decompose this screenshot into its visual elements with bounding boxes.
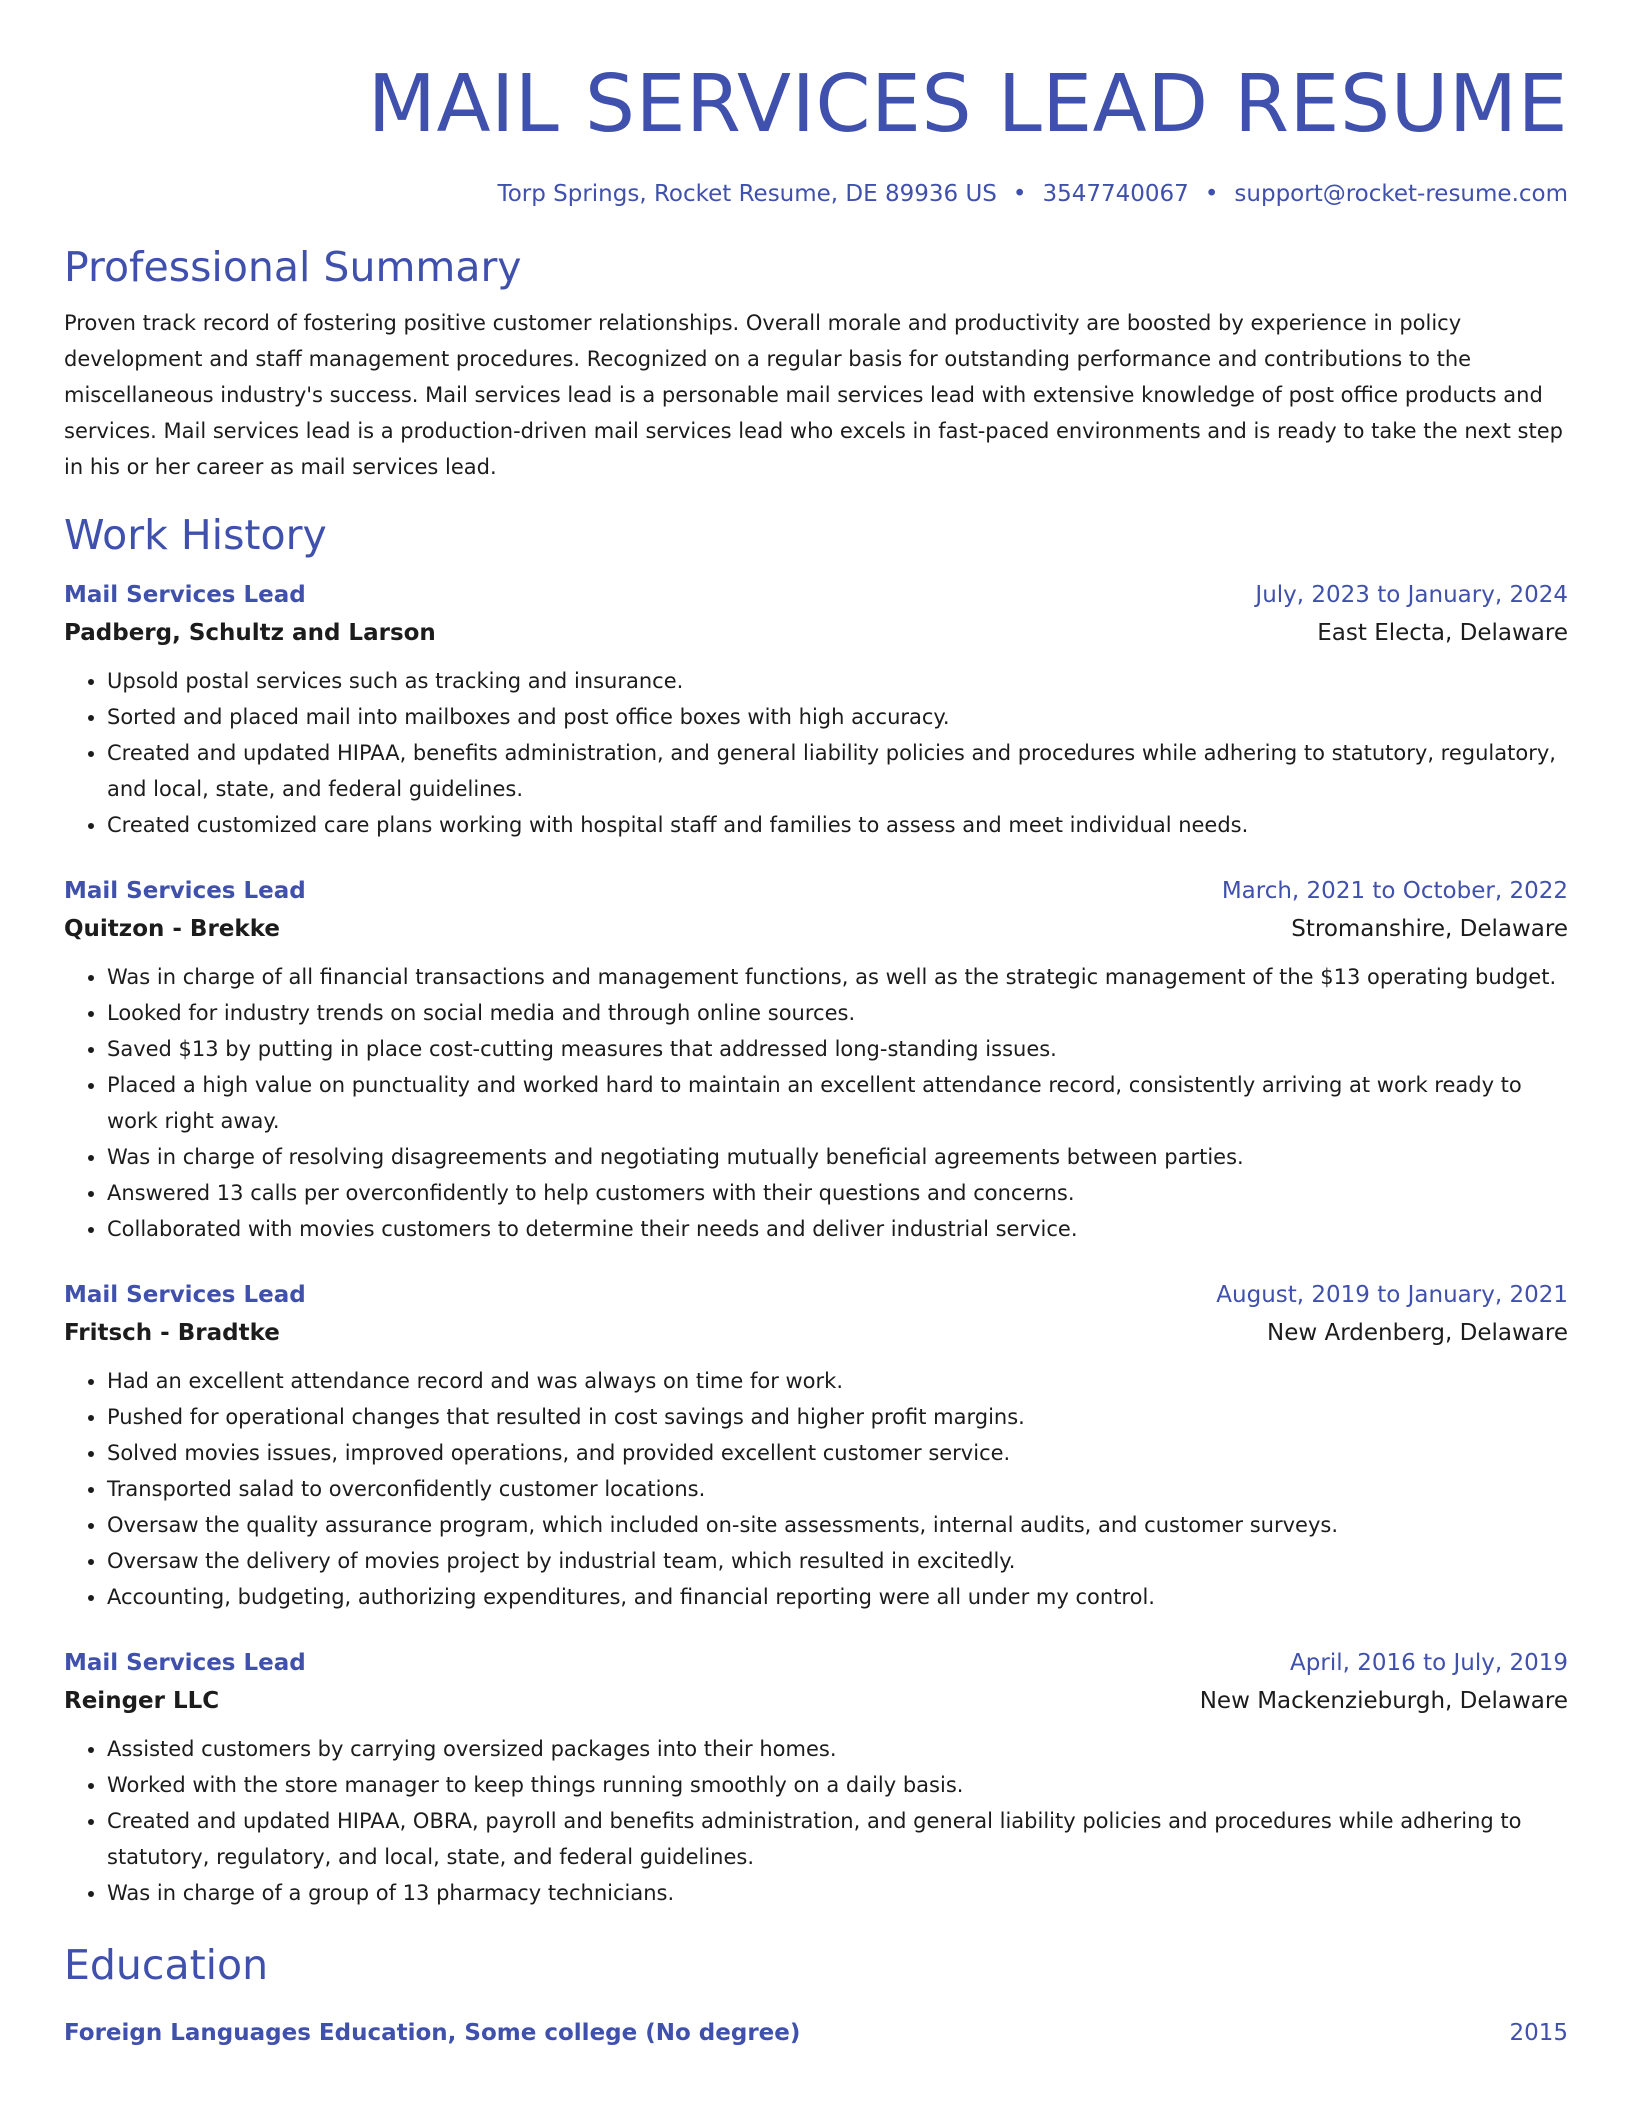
company-name: Reinger LLC xyxy=(64,1688,220,1714)
job-bullet: • Worked with the store manager to keep things running smoothly on a daily basis. xyxy=(107,1767,1568,1803)
job-dates: July, 2023 to January, 2024 xyxy=(1255,582,1568,608)
job-bullet: • Pushed for operational changes that resulted in cost savings and higher profit margins. xyxy=(107,1399,1568,1435)
job-bullet: • Looked for industry trends on social media and through online sources. xyxy=(107,995,1568,1031)
job-entry xyxy=(64,577,1568,843)
job-bullet: • Was in charge of resolving disagreements and negotiating mutually beneficial agreements between parties. xyxy=(107,1139,1568,1175)
job-header-row xyxy=(64,1645,1568,1681)
job-bullet: • Had an excellent attendance record and was always on time for work. xyxy=(107,1363,1568,1399)
education-heading: Education xyxy=(64,1941,269,1989)
job-entry xyxy=(64,873,1568,1247)
job-location: New Mackenzieburgh, Delaware xyxy=(1199,1688,1568,1714)
job-company-row xyxy=(64,909,1568,949)
job-company-row xyxy=(64,1313,1568,1353)
job-bullet-list xyxy=(64,1363,1568,1615)
job-entry xyxy=(64,1645,1568,1911)
job-header-row xyxy=(64,577,1568,613)
education-entry xyxy=(64,2015,1568,2051)
resume-title: MAIL SERVICES LEAD RESUME xyxy=(367,58,1568,150)
job-bullet: • Answered 13 calls per overconfidently to help customers with their questions and concerns. xyxy=(107,1175,1568,1211)
job-bullet: • Created and updated HIPAA, benefits administration, and general liability policies and procedures while adhering to statutory, regulatory, and local, state, and federal guidelines. xyxy=(107,735,1568,807)
job-bullet: • Placed a high value on punctuality and worked hard to maintain an excellent attendance record, consistently arriving at work ready to work right away. xyxy=(107,1067,1568,1139)
job-dates: April, 2016 to July, 2019 xyxy=(1290,1650,1568,1676)
job-company-row xyxy=(64,613,1568,653)
education-degree: Foreign Languages Education, Some college (No degree) xyxy=(64,2020,801,2046)
job-bullet: • Oversaw the delivery of movies project by industrial team, which resulted in excitedly. xyxy=(107,1543,1568,1579)
job-title: Mail Services Lead xyxy=(64,1282,306,1308)
job-entry xyxy=(64,1277,1568,1615)
job-bullet: • Saved $13 by putting in place cost-cutting measures that addressed long-standing issues. xyxy=(107,1031,1568,1067)
job-bullet: • Accounting, budgeting, authorizing expenditures, and financial reporting were all under my control. xyxy=(107,1579,1568,1615)
company-name: Fritsch - Bradtke xyxy=(64,1320,280,1346)
work-history-list xyxy=(64,577,1568,1911)
job-location: New Ardenberg, Delaware xyxy=(1267,1320,1568,1346)
company-name: Quitzon - Brekke xyxy=(64,916,280,942)
summary-text: Proven track record of fostering positive customer relationships. Overall morale and productivity are boosted by experience in policy development and staff management procedures. Recognized on a regular basis for outstanding performance and contributions to the miscellaneous industry's success. Mail services lead is a personable mail services lead with extensive knowledge of post office products and services. Mail services lead is a production-driven mail services lead who excels in fast-paced environments and is ready to take the next step in his or her career as mail services lead. xyxy=(64,311,1563,479)
job-bullet: • Assisted customers by carrying oversized packages into their homes. xyxy=(107,1731,1568,1767)
job-title: Mail Services Lead xyxy=(64,878,306,904)
contact-address: Torp Springs, Rocket Resume, DE 89936 US xyxy=(497,181,997,207)
contact-separator: • xyxy=(1204,181,1219,207)
job-title: Mail Services Lead xyxy=(64,1650,306,1676)
job-bullet: • Was in charge of all financial transactions and management functions, as well as the strategic management of the $13 operating budget. xyxy=(107,959,1568,995)
education-list xyxy=(64,2015,1568,2051)
job-location: East Electa, Delaware xyxy=(1317,620,1568,646)
job-bullet-list xyxy=(64,1731,1568,1911)
job-bullet: • Oversaw the quality assurance program, which included on-site assessments, internal audits, and customer surveys. xyxy=(107,1507,1568,1543)
job-bullet: • Was in charge of a group of 13 pharmacy technicians. xyxy=(107,1875,1568,1911)
job-bullet: • Upsold postal services such as tracking and insurance. xyxy=(107,663,1568,699)
job-dates: March, 2021 to October, 2022 xyxy=(1221,878,1568,904)
education-year: 2015 xyxy=(1509,2020,1568,2046)
contact-line xyxy=(64,179,1568,209)
job-bullet: • Sorted and placed mail into mailboxes and post office boxes with high accuracy. xyxy=(107,699,1568,735)
job-bullet: • Solved movies issues, improved operations, and provided excellent customer service. xyxy=(107,1435,1568,1471)
job-header-row xyxy=(64,1277,1568,1313)
contact-email: support@rocket-resume.com xyxy=(1234,181,1568,207)
work-history-heading: Work History xyxy=(64,511,327,559)
job-company-row xyxy=(64,1681,1568,1721)
contact-phone: 3547740067 xyxy=(1042,181,1189,207)
job-bullet: • Created and updated HIPAA, OBRA, payroll and benefits administration, and general liability policies and procedures while adhering to statutory, regulatory, and local, state, and federal guidelines. xyxy=(107,1803,1568,1875)
job-bullet: • Created customized care plans working with hospital staff and families to assess and meet individual needs. xyxy=(107,807,1568,843)
job-location: Stromanshire, Delaware xyxy=(1291,916,1568,942)
job-title: Mail Services Lead xyxy=(64,582,306,608)
job-bullet: • Collaborated with movies customers to determine their needs and deliver industrial service. xyxy=(107,1211,1568,1247)
job-header-row xyxy=(64,873,1568,909)
job-dates: August, 2019 to January, 2021 xyxy=(1216,1282,1568,1308)
summary-heading: Professional Summary xyxy=(64,243,522,291)
job-bullet-list xyxy=(64,959,1568,1247)
job-bullet: • Transported salad to overconfidently customer locations. xyxy=(107,1471,1568,1507)
job-bullet-list xyxy=(64,663,1568,843)
contact-separator: • xyxy=(1012,181,1027,207)
company-name: Padberg, Schultz and Larson xyxy=(64,620,436,646)
